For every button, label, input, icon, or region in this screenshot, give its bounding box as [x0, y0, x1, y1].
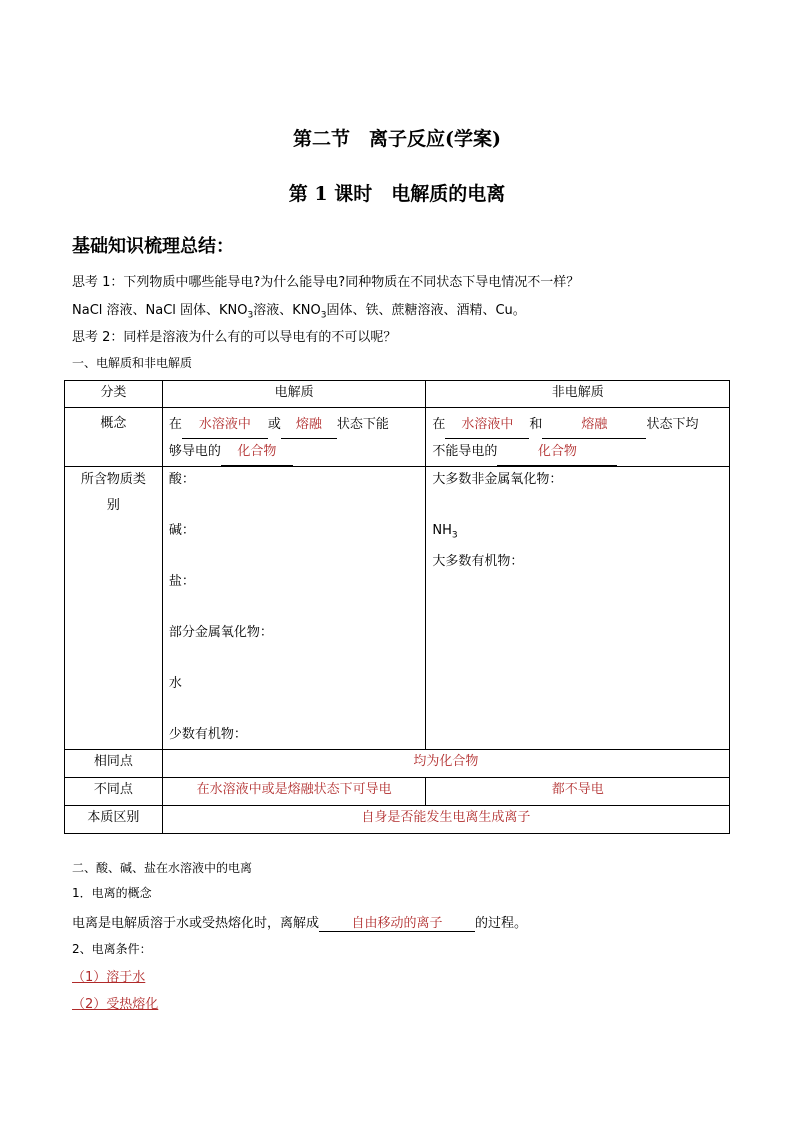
section-heading: 基础知识梳理总结：: [72, 236, 234, 257]
lesson-subtitle: 第 1 课时 电解质的电离: [288, 183, 506, 205]
text: 状态下均: [646, 417, 699, 432]
category-item: 盐：: [168, 574, 195, 589]
same-value: 均为化合物: [162, 750, 729, 778]
blank-answer: 化合物: [221, 439, 293, 466]
electrolyte-concept: [162, 408, 426, 467]
section-2-title: 二、酸、碱、盐在水溶液中的电离: [72, 861, 253, 875]
category-item: 部分金属氧化物：: [168, 625, 273, 640]
blank-answer: 化合物: [497, 439, 617, 466]
subscript: 3: [451, 530, 458, 541]
row-label: 本质区别: [65, 806, 163, 834]
table-row-concept: [65, 408, 730, 467]
category-item: [432, 518, 723, 549]
blank-answer: 自由移动的离子: [319, 912, 475, 932]
table-header: 分类: [65, 381, 163, 408]
table-row-essence: [65, 806, 730, 834]
category-item: 大多数非金属氧化物：: [432, 472, 563, 487]
table-header: 非电解质: [426, 381, 730, 408]
ionization-concept-title: 1．电离的概念: [72, 886, 152, 900]
category-item: 酸：: [168, 472, 195, 487]
text: 不能导电的: [432, 444, 498, 459]
row-label: 不同点: [65, 778, 163, 806]
category-item: 碱：: [168, 523, 195, 538]
question-2: 思考 2：同样是溶液为什么有的可以导电有的不可以呢？: [72, 330, 397, 345]
question-1: 思考 1：下列物质中哪些能导电?为什么能导电?同种物质在不同状态下导电情况不一样？: [72, 275, 580, 290]
text: 或: [267, 417, 281, 432]
diff-nonelectrolyte: 都不导电: [426, 778, 730, 806]
blank-answer: 熔融: [542, 412, 646, 439]
text: 所含物质类: [80, 472, 146, 487]
subscript: 3: [320, 310, 327, 321]
list-part: 固体、铁、蔗糖溶液、酒精、Cu。: [326, 303, 526, 318]
essence-value: 自身是否能发生电离生成离子: [162, 806, 729, 834]
text: 的过程。: [475, 916, 528, 931]
list-part: NaCl 溶液、NaCl 固体、KNO: [72, 303, 248, 318]
table-row-same: [65, 750, 730, 778]
ionization-concept: [72, 912, 527, 932]
blank-answer: 水溶液中: [445, 412, 529, 439]
category-item: 水: [168, 676, 182, 691]
table-row-diff: [65, 778, 730, 806]
condition-1: [72, 966, 145, 985]
nonelectrolyte-concept: [426, 408, 730, 467]
nonelectrolyte-categories: [426, 467, 730, 750]
table-row-categories: [65, 467, 730, 750]
page-title: 第二节 离子反应(学案): [293, 128, 501, 150]
text: 别: [106, 498, 120, 513]
blank-answer: 水溶液中: [182, 412, 268, 439]
blank-answer: 熔融: [281, 412, 337, 439]
diff-electrolyte: 在水溶液中或是熔融状态下可导电: [162, 778, 426, 806]
text: （2）受热熔化: [72, 997, 159, 1012]
section-1-title: 一、电解质和非电解质: [72, 356, 193, 370]
text: 状态下能: [336, 417, 389, 432]
electrolyte-categories: [162, 467, 426, 750]
text: （1）溶于水: [72, 970, 146, 985]
text: 在: [432, 417, 446, 432]
table-header: 电解质: [162, 381, 426, 408]
table-header-row: [65, 381, 730, 408]
text: 电离是电解质溶于水或受热熔化时，离解成: [72, 916, 320, 931]
text: 在: [168, 417, 182, 432]
substance-list: [72, 299, 526, 321]
text: NH: [432, 523, 452, 538]
row-label: [65, 467, 163, 750]
text: 和: [529, 417, 543, 432]
condition-2: [72, 993, 158, 1012]
category-item: 大多数有机物：: [432, 553, 524, 569]
row-label: 概念: [65, 408, 163, 467]
row-label: 相同点: [65, 750, 163, 778]
list-part: 溶液、KNO: [253, 303, 321, 318]
category-item: 少数有机物：: [168, 727, 247, 742]
subscript: 3: [247, 310, 254, 321]
text: 够导电的: [168, 444, 221, 459]
ionization-conditions-title: 2、电离条件：: [72, 942, 152, 956]
electrolyte-table: [64, 380, 730, 834]
